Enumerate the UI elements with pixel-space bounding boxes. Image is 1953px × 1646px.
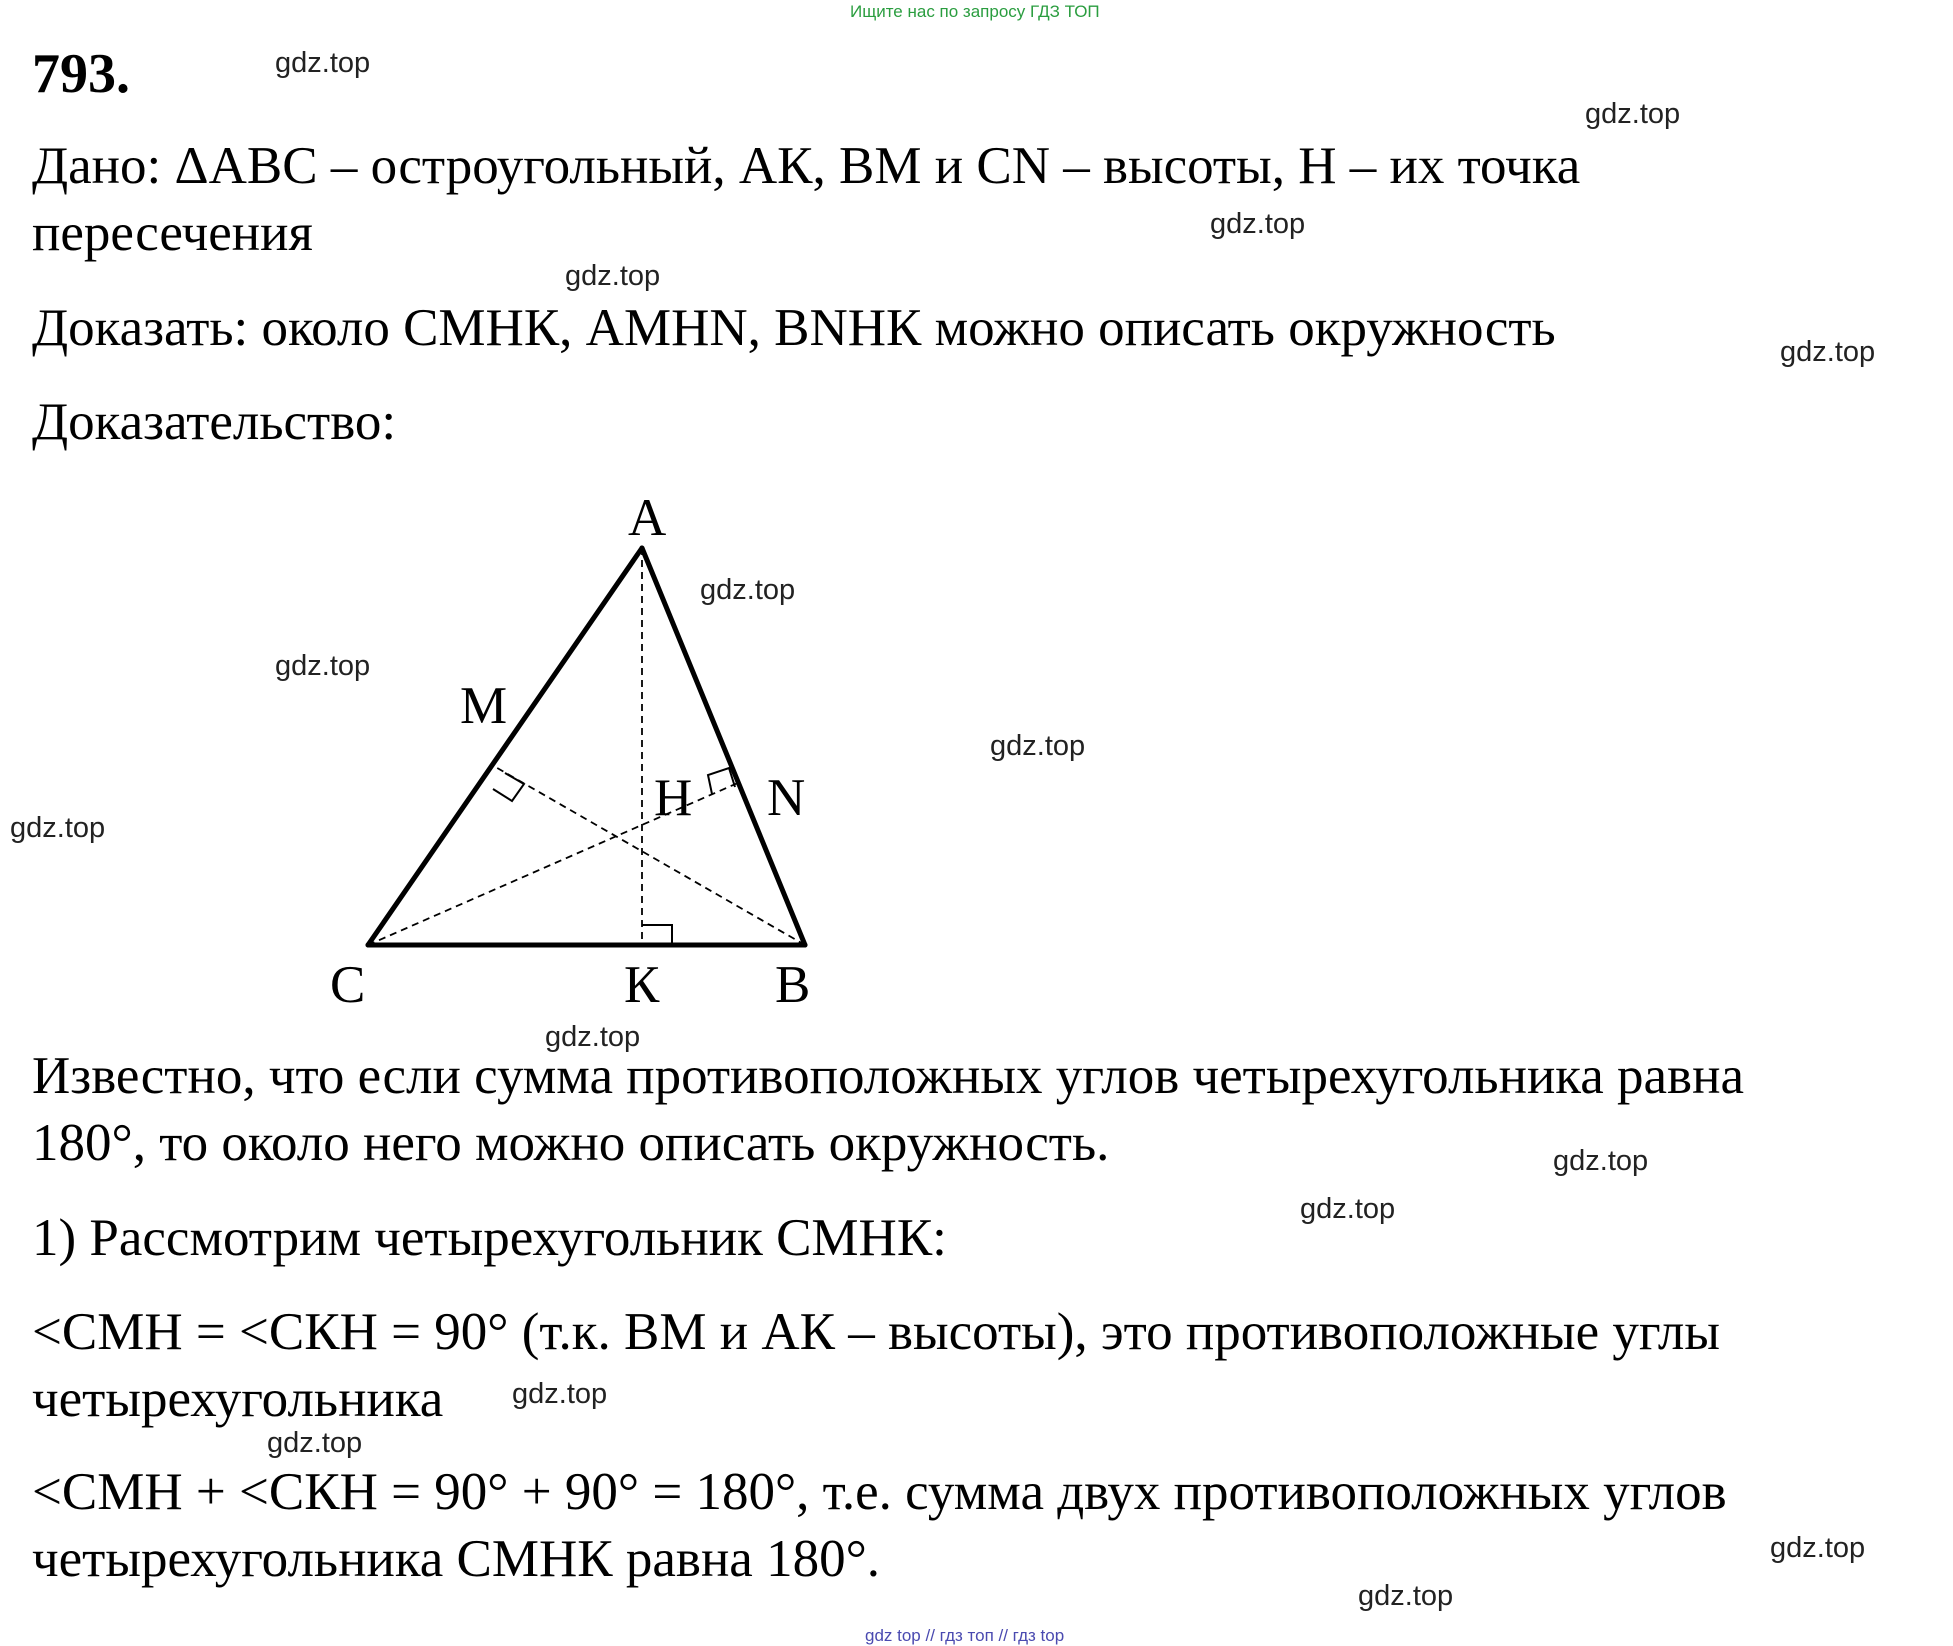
step1-line-2: четырехугольника	[32, 1370, 444, 1428]
given-line-1: Дано: ΔАВС – остроугольный, АК, ВМ и СN – высоты, Н – их точка	[32, 137, 1581, 195]
right-angle-m	[493, 773, 524, 801]
watermark: gdz.top	[990, 730, 1086, 762]
altitude-bm	[492, 765, 805, 945]
watermark: gdz.top	[1210, 208, 1306, 240]
vertex-label-n: N	[767, 769, 806, 827]
known-line-1: Известно, что если сумма противоположных углов четырехугольника равна	[32, 1047, 1744, 1105]
watermark: gdz.top	[275, 47, 371, 79]
step1-title: 1) Рассмотрим четырехугольник СМНК:	[32, 1209, 947, 1267]
problem-number: 793.	[32, 43, 130, 105]
vertex-label-c: C	[330, 956, 366, 1014]
vertex-label-b: B	[775, 956, 811, 1014]
top-banner[interactable]: Ищите нас по запросу ГДЗ ТОП	[850, 2, 1100, 21]
watermark: gdz.top	[267, 1427, 363, 1459]
known-line-2: 180°, то около него можно описать окружность.	[32, 1114, 1110, 1172]
proof-label: Доказательство:	[32, 393, 397, 451]
watermark: gdz.top	[1585, 98, 1681, 130]
watermark: gdz.top	[1300, 1193, 1396, 1225]
step1-line-4: четырехугольника СМНК равна 180°.	[32, 1530, 881, 1588]
vertex-label-a: A	[628, 489, 667, 547]
side-ab	[642, 548, 805, 945]
vertex-label-k: К	[624, 956, 660, 1014]
watermark: gdz.top	[1770, 1532, 1866, 1564]
footer-links[interactable]: gdz top // гдз топ // гдз top	[865, 1626, 1065, 1645]
step1-line-3: <СМН + <СКН = 90° + 90° = 180°, т.е. сумма двух противоположных углов	[32, 1463, 1727, 1521]
vertex-label-h: H	[654, 769, 693, 827]
watermark: gdz.top	[1358, 1580, 1454, 1612]
right-angle-k	[642, 925, 672, 945]
watermark: gdz.top	[545, 1021, 641, 1053]
watermark: gdz.top	[1553, 1145, 1649, 1177]
prove-statement: Доказать: около СМНК, АМНN, ВNНК можно описать окружность	[32, 299, 1556, 357]
watermark: gdz.top	[700, 574, 796, 606]
step1-line-1: <СМН = <СКН = 90° (т.к. ВМ и АК – высоты), это противоположные углы	[32, 1303, 1720, 1361]
watermark: gdz.top	[10, 812, 106, 844]
vertex-label-m: M	[460, 677, 508, 735]
watermark: gdz.top	[275, 650, 371, 682]
watermark: gdz.top	[1780, 336, 1876, 368]
watermark: gdz.top	[565, 260, 661, 292]
watermark: gdz.top	[512, 1378, 608, 1410]
given-line-2: пересечения	[32, 204, 313, 262]
